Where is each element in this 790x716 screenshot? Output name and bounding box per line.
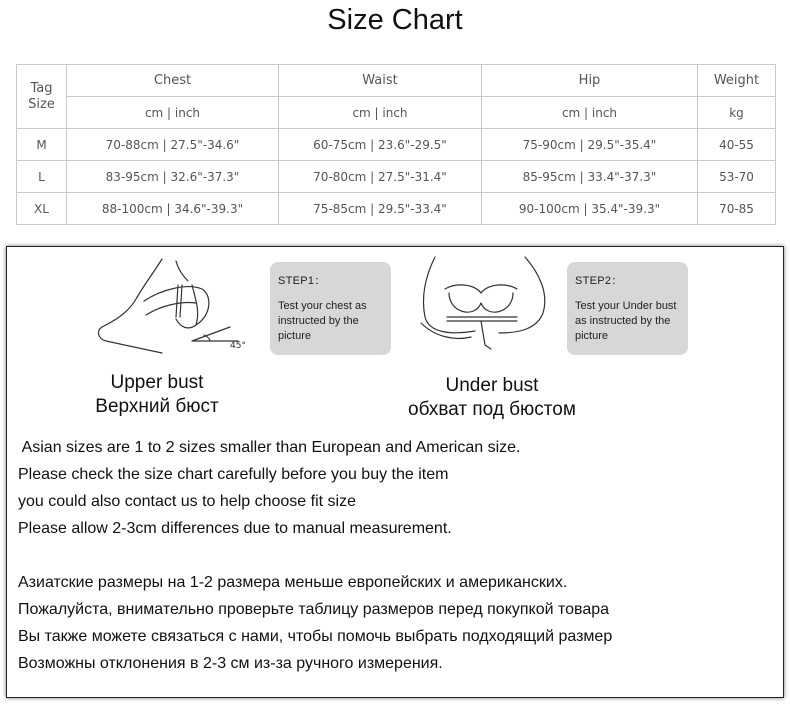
chest-cell: 83-95cm | 32.6"-37.3" <box>67 161 279 193</box>
under-bust-ru: обхват под бюстом <box>408 399 576 420</box>
note-line: Возможны отклонения в 2-3 см из-за ручного измерения. <box>18 655 443 672</box>
weight-unit: kg <box>698 97 776 129</box>
notes-russian <box>18 569 612 677</box>
note-line: Please check the size chart carefully before you buy the item <box>18 466 449 483</box>
waist-cell: 60-75cm | 23.6"-29.5" <box>279 129 482 161</box>
size-cell: XL <box>17 193 67 225</box>
table-row <box>17 193 776 225</box>
waist-header: Waist <box>279 65 482 97</box>
upper-bust-en: Upper bust <box>110 372 204 393</box>
table-units-row <box>17 97 776 129</box>
page-title: Size Chart <box>327 4 463 36</box>
under-bust-illustration <box>415 253 565 365</box>
size-cell: L <box>17 161 67 193</box>
step2-box <box>567 262 688 355</box>
note-line: Пожалуйста, внимательно проверьте таблицу размеров перед покупкой товара <box>18 601 610 618</box>
size-chart-table <box>16 64 776 225</box>
angle-label: 45° <box>230 341 246 351</box>
hip-cell: 90-100cm | 35.4"-39.3" <box>482 193 698 225</box>
under-bust-caption <box>387 374 597 422</box>
chest-unit: cm | inch <box>67 97 279 129</box>
tag-header-line2: Size <box>28 96 55 112</box>
hip-cell: 85-95cm | 33.4"-37.3" <box>482 161 698 193</box>
measurement-guide-panel <box>6 246 784 698</box>
step1-text: Test your chest as instructed by the picture <box>278 300 367 342</box>
table-row <box>17 161 776 193</box>
upper-bust-ru: Верхний бюст <box>95 396 219 417</box>
hip-unit: cm | inch <box>482 97 698 129</box>
note-line: Please allow 2-3cm differences due to manual measurement. <box>18 520 452 537</box>
weight-header: Weight <box>698 65 776 97</box>
chest-header: Chest <box>67 65 279 97</box>
note-line: Вы также можете связаться с нами, чтобы помочь выбрать подходящий размер <box>18 628 613 645</box>
step1-title: STEP1： <box>278 275 326 287</box>
step2-text: Test your Under bust as instructed by the picture <box>575 300 677 342</box>
note-line: Asian sizes are 1 to 2 sizes smaller than European and American size. <box>18 439 521 456</box>
tag-size-header <box>17 65 67 129</box>
under-bust-en: Under bust <box>445 375 539 396</box>
step1-box <box>270 262 391 355</box>
weight-cell: 70-85 <box>698 193 776 225</box>
note-line: you could also contact us to help choose fit size <box>18 493 356 510</box>
table-row <box>17 129 776 161</box>
waist-cell: 70-80cm | 27.5"-31.4" <box>279 161 482 193</box>
table-header-row <box>17 65 776 97</box>
hip-cell: 75-90cm | 29.5"-35.4" <box>482 129 698 161</box>
weight-cell: 40-55 <box>698 129 776 161</box>
notes-english <box>18 434 520 542</box>
size-cell: M <box>17 129 67 161</box>
chest-cell: 70-88cm | 27.5"-34.6" <box>67 129 279 161</box>
hip-header: Hip <box>482 65 698 97</box>
tag-header-line1: Tag <box>30 80 53 96</box>
waist-cell: 75-85cm | 29.5"-33.4" <box>279 193 482 225</box>
chest-cell: 88-100cm | 34.6"-39.3" <box>67 193 279 225</box>
note-line: Азиатские размеры на 1-2 размера меньше европейских и американских. <box>18 574 568 591</box>
waist-unit: cm | inch <box>279 97 482 129</box>
step2-title: STEP2： <box>575 275 623 287</box>
weight-cell: 53-70 <box>698 161 776 193</box>
upper-bust-caption <box>87 371 227 419</box>
